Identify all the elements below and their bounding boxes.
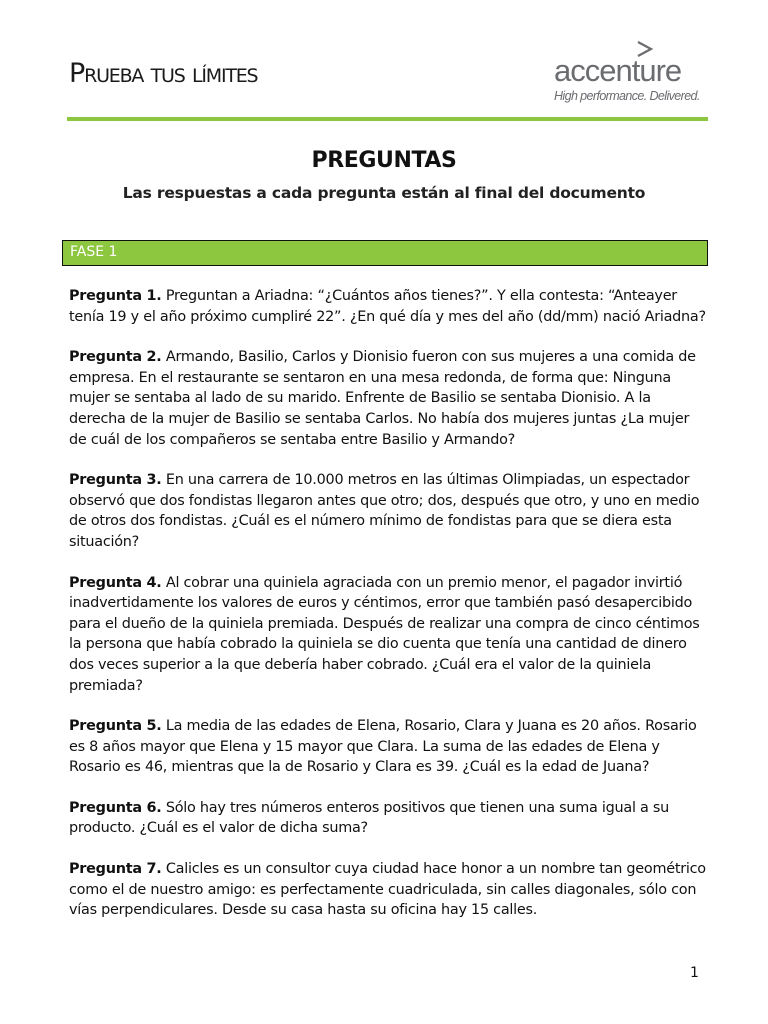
question-4 — [69, 573, 709, 697]
logo-tagline: High performance. Delivered. — [554, 89, 700, 103]
question-text: Preguntan a Ariadna: “¿Cuántos años tienes?”. Y ella contesta: “Anteayer tenía 19 y el año próximo cumpliré 22”. ¿En qué día y mes del año (dd/mm) nació Ariadna? — [69, 288, 706, 325]
question-7 — [69, 859, 709, 921]
question-2 — [69, 347, 709, 450]
question-3 — [69, 470, 709, 552]
question-label: Pregunta 3. — [69, 472, 162, 489]
question-1 — [69, 286, 709, 327]
phase-header — [62, 240, 708, 266]
question-list — [69, 286, 709, 941]
question-label: Pregunta 6. — [69, 799, 162, 816]
header-divider — [67, 117, 708, 121]
question-text: Sólo hay tres números enteros positivos que tienen una suma igual a su producto. ¿Cuál es el valor de dicha suma? — [69, 799, 670, 837]
question-label: Pregunta 2. — [69, 349, 162, 366]
accenture-logo — [548, 40, 708, 106]
question-label: Pregunta 4. — [69, 574, 162, 591]
question-text: Al cobrar una quiniela agraciada con un premio menor, el pagador invirtió inadvertidamente los valores de euros y céntimos, error que también pasó desapercibido para el dueño de la quiniela premiada. Después de realizar una compra de cinco céntimos la persona que había cobrado la quiniela se dio cuenta que tenía una cantidad de dinero dos veces superior a la que debería haber cobrado. ¿Cuál era el valor de la quiniela premiada? — [69, 574, 700, 694]
page-number: 1 — [690, 965, 699, 981]
question-text: Armando, Basilio, Carlos y Dionisio fueron con sus mujeres a una comida de empresa. En el restaurante se sentaron en una mesa redonda, de forma que: Ninguna mujer se sentaba al lado de su marido. Enfrente de Basilio se sentaba Dionisio. A la derecha de la mujer de Basilio se sentaba Carlos. No había dos mujeres juntas ¿La mujer de cuál de los compañeros se sentaba entre Basilio y Armando? — [69, 349, 696, 448]
question-text: Calicles es un consultor cuya ciudad hace honor a un nombre tan geométrico como el de nuestro amigo: es perfectamente cuadriculada, sin calles diagonales, sólo con vías perpendiculares. Desde su casa hasta su oficina hay 15 calles. — [69, 861, 706, 919]
question-label: Pregunta 1. — [69, 288, 162, 304]
question-text: En una carrera de 10.000 metros en las últimas Olimpiadas, un espectador observó que dos fondistas llegaron antes que otro; dos, después que otro, y uno en medio de otros dos fondistas. ¿Cuál es el número mínimo de fondistas para que se diera esta situación? — [69, 472, 700, 550]
question-5 — [69, 716, 709, 778]
question-label: Pregunta 7. — [69, 861, 162, 878]
question-6 — [69, 798, 709, 839]
phase-label: FASE 1 — [70, 244, 118, 260]
logo-name: accenture — [554, 53, 682, 88]
question-label: Pregunta 5. — [69, 718, 162, 735]
page-title: PREGUNTAS — [311, 148, 457, 173]
question-text: La media de las edades de Elena, Rosario, Clara y Juana es 20 años. Rosario es 8 años mayor que Elena y 15 mayor que Clara. La suma de las edades de Elena y Rosario es 46, mientras que la de Rosario y Clara es 39. ¿Cuál es la edad de Juana? — [69, 718, 697, 776]
document-header — [0, 0, 768, 125]
brand-title: Prueba tus límites — [69, 58, 258, 89]
page-subtitle: Las respuestas a cada pregunta están al final del documento — [122, 184, 646, 202]
